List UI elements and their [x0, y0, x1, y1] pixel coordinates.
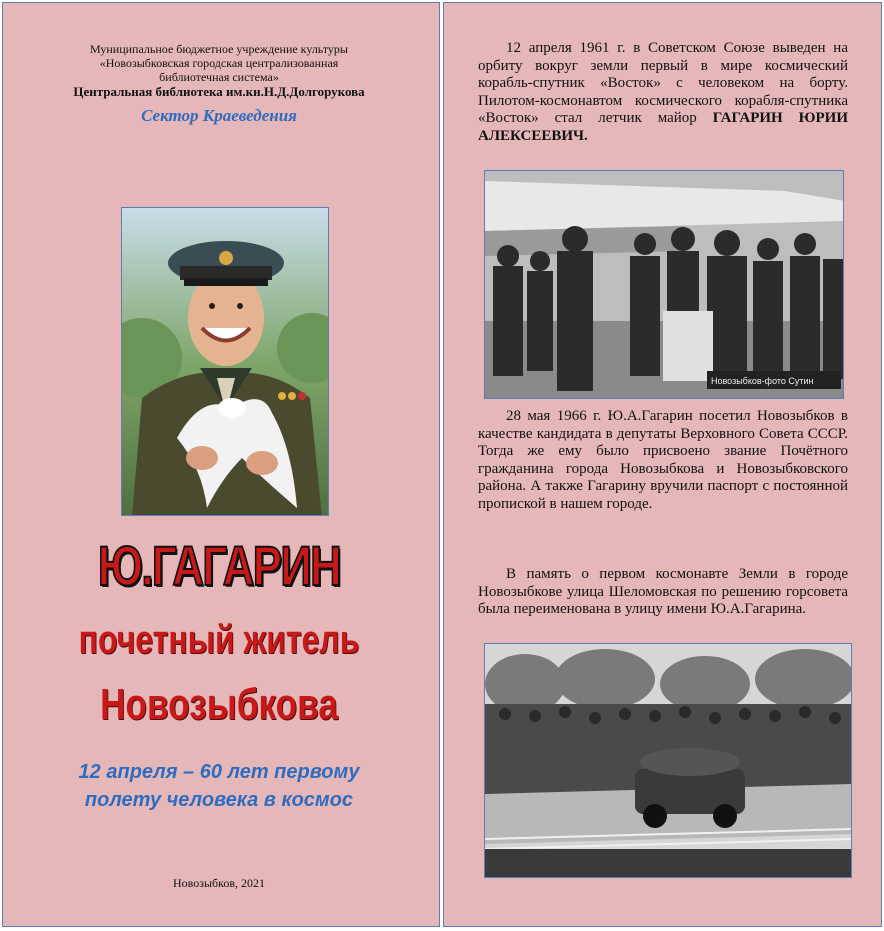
photo-gagarin-arrival	[484, 170, 844, 399]
paragraph-visit-text: 28 мая 1966 г. Ю.А.Гагарин посетил Новозыбков в качестве кандидата в депутаты Верховного Совета СССР. Тогда же ему было присвоено звание Почётного гражданина города Новозыбкова и Новозыбковского района. А также Гагарину вручили паспорт с постоянной пропиской в нашем городе.	[478, 408, 848, 512]
anniversary-text: 12 апреля – 60 лет первому полету человека в космос	[78, 761, 360, 811]
paragraph-visit	[478, 408, 848, 513]
sector-name: Сектор Краеведения	[141, 106, 297, 125]
paragraph-launch	[478, 40, 848, 145]
title-city: Новозыбкова	[100, 680, 338, 729]
paragraph-launch-name: ГАГАРИН ЮРИИ АЛЕКСЕЕВИЧ.	[478, 110, 849, 144]
photo1-caption: Новозыбков-фото Сутин	[711, 376, 814, 386]
city-year: Новозыбков, 2021	[172, 876, 266, 890]
institution-name: Муниципальное бюджетное учреждение культуры «Новозыбковская городская централизованная библиотечная система»	[90, 42, 348, 84]
paragraph-street-text: В память о первом космонавте Земли в городе Новозыбкове улица Шеломовская по решению горсовета была переименована в улицу имени Ю.А.Гагарина.	[478, 566, 848, 617]
title-honorary-citizen: почетный житель	[78, 618, 360, 662]
title-main: Ю.ГАГАРИН	[97, 534, 341, 597]
paragraph-launch-text: 12 апреля 1961 г. в Советском Союзе выведен на орбиту вокруг земли первый в мире космический корабль-спутник «Восток» с человеком на борту. Пилотом-космонавтом космического корабля-спутника «Восток» стал летчик майор	[478, 40, 848, 126]
paragraph-street	[478, 566, 848, 619]
photo-crowd-parade	[484, 643, 852, 878]
gagarin-portrait	[121, 207, 329, 516]
library-name: Центральная библиотека им.кн.Н.Д.Долгорукова	[73, 84, 365, 99]
